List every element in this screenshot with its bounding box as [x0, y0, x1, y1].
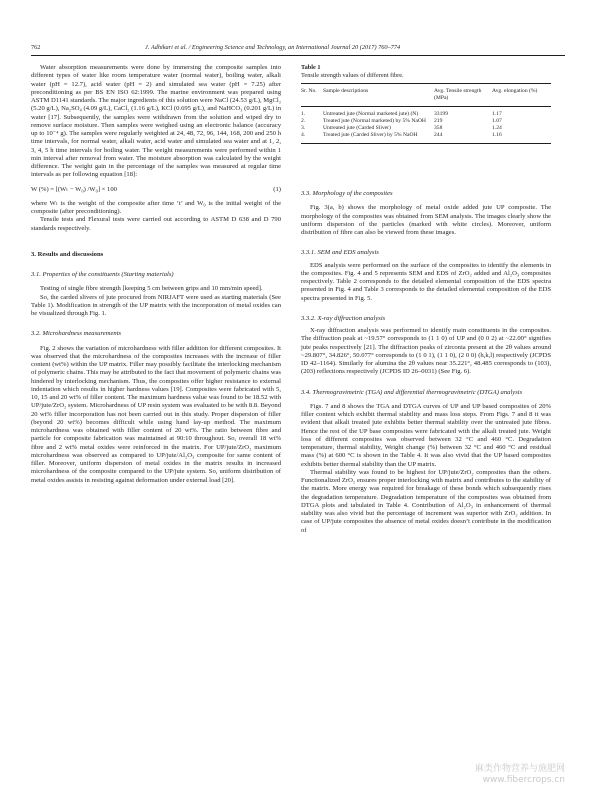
table-cell: 219 [434, 118, 443, 124]
paragraph-thermal-stability: Thermal stability was found to be highest for UP/jute/ZrO₂ composites than the others. Functionalized ZrO₂ ensures proper interlocking with matrix and contributes to the stability of the matrix. More energy was required for breakage of these bonds which subsequently rises the degradation temperature. Degradation temperature of the composites was obtained from DTGA plots and tabulated in Table 4. Contribution of Al₂O₃ in enhancement of thermal stability was also vivid but the percentage of increment was superior with ZrO₂ addition. In case of UP/jute composites the absence of metal oxides doesn’t contribute in the modification of [301, 468, 551, 534]
table-cell: 358 [434, 125, 443, 131]
paragraph-microhardness: Fig. 2 shows the variation of microhardness with filler addition for different composites. It was observed that the microhardness of the composites increases with the increase of filler content (wt%) within the UP matrix. Filler may possibly facilitate the interlocking mechanism of polymeric chains. This may be attributed to the fact that movement of polymeric chains was hindered by interlocking mechanism. Thus, the composites offer higher resistance to external indentation which results in higher hardness values [19]. Composites were fabricated with 5, 10, 15 and 20 wt% of filler content. The maximum hardness value was found to be 18.52 with UP/jute/ZrO₂ system. Microhardness of UP resin system was evaluated to be with 8.8. Beyond 20 wt% filler incorporation has not been carried out in this study. Proper dispersion of filler (beyond 20 wt%) becomes difficult while using hand lay-up method. The maximum microhardness was obtained with filler content of 20 wt%. The ratio between fibre and particle for composite fabrication was maintained at 90:10 throughout. So, overall 18 wt% fibre and 2 wt% metal oxides were reinforced in the matrix. For UP/jute/ZrO₂ maximum microhardness was observed as compared to UP/jute/Al₂O₃ composite for same content of filler. Moreover, uniform dispersion of metal oxides in the matrix results in increased microhardness of the composite compared to the UP/jute system. So, uniform distribution of metal oxides assists in resisting against deformation under external load [20]. [31, 344, 282, 484]
header-rule [31, 55, 565, 56]
col-header-sample: Sample descriptions [323, 88, 369, 94]
table-cell: 3. [301, 125, 306, 131]
paragraph-morphology: Fig. 3(a, b) shows the morphology of metal oxide added jute UP composite. The morphology of the composites was obtained from SEM analysis. The images clearly show the uniform dispersion of the particles (marked with white circles). Moreover, uniform distribution of fibre can also be viewed from these images. [301, 204, 551, 236]
table-cell: 4. [301, 132, 306, 138]
watermark-title: 麻类作物营养与施肥网 [474, 764, 565, 774]
table-header-row [301, 84, 551, 107]
left-column [31, 64, 281, 485]
paragraph-tga: Figs. 7 and 8 shows the TGA and DTGA curves of UP and UP based composites of 20% filler content which exhibit thermal stability and mass loss steps. From Figs. 7 and 8 it was evident that alkali treated jute exhibits better thermal stability over the untreated jute fibres. Hence the rest of the UP base composites were fabricated with the alkali treated jute. Weight loss of different composites was observed between 32 °C and 460 °C. Degradation temperature, thermal stability, Weight change (%) between 32 °C and 460 °C and residual mass (%) at 600 °C is shown in the Table 4. It was also vivid that the UP based composites exhibits better thermal stability than the UP matrix. [301, 402, 551, 468]
table-cell: 1. [301, 111, 306, 117]
paragraph-carded-slivers: So, the carded slivers of jute procured from NIRJAFT were used as starting materials (See Table 1). Modification in strength of the UP matrix with the incorporation of metal oxides can be visualized through Fig. 1. [31, 293, 281, 317]
tensile-table [301, 84, 551, 144]
equation-1 [31, 186, 281, 194]
col-header-sr-no: Sr. No. [301, 88, 317, 94]
watermark [475, 764, 565, 786]
table-row [301, 132, 551, 144]
table-cell: Untreated jute (Carded Sliver) [323, 125, 391, 131]
col-header-tensile: Avg. Tensile strength (MPa) [434, 88, 482, 101]
table-cell: 1.07 [492, 118, 502, 124]
table-cell: 2. [301, 118, 306, 124]
table-cell: Treated jute (Carded Sliver) by 5% NaOH [323, 132, 418, 138]
paragraph-tensile-tests: Tensile tests and Flexural tests were carried out according to ASTM D 638 and D 790 standards respectively. [31, 216, 281, 232]
watermark-url: www.fibercrops.cn [482, 775, 565, 785]
paragraph-sem-eds: EDS analysis were performed on the surface of the composites to identify the elements in the composites. Fig. 4 and 5 represents SEM and EDS of ZrO₂ added and Al₂O₃ composites respectively. Table 2 corresponds to the detailed elemental composition of the EDS spectra presented in Fig. 4 and Table 3 corresponds to the detailed elemental composition of the EDS spectra presented in Fig. 5. [301, 261, 551, 302]
table-caption: Tensile strength values of different fibre. [301, 72, 404, 79]
table-row [301, 125, 551, 132]
table-cell: 33199 [434, 111, 448, 117]
subsection-heading-tga: 3.4. Thermogravimetric (TGA) and differential thermogravimetric (DTGA) analysis [301, 388, 523, 396]
section-heading-results: 3. Results and discussions [31, 250, 104, 258]
paragraph-water-absorption: Water absorption measurements were done by immersing the composite samples into different types of water like room temperature water (normal water), boiling water, alkali water (pH = 12.7), acid water (pH = 2) and simulated sea water (pH = 7.25) after preconditioning as per BS EN ISO 62:1999. The marine environment was prepared using ASTM D1141 standards. The major ingredients of this solution were NaCl (24.53 g/L), MgCl₂ (5.20 g/L), Na₂SO₄ (4.09 g/L), CaCl₂ (1.16 g/L), KCl (0.695 g/L), and NaHCO₃ (0.201 g/L) in water [17]. Subsequently, the samples were withdrawn from the solution and wiped dry to remove surface moisture. Then samples were weighed using an electronic balance (accuracy up to 10⁻⁴ g). The samples were regularly weighted at 24, 48, 72, 96, 144, 168, 200 and 250 h time intervals, for normal water, alkali water, acid water and simulated sea water and at 1, 2, 3, 4, 5 h time intervals for boiling water. The weight measurements were performed within 1 min interval after removal from water. The moisture absorption was calculated by the weight difference. The weight gain in the percentage of the samples was measured at regular time intervals as per following equation [18]: [31, 64, 281, 179]
paragraph-weight-definition: where Wₜ is the weight of the composite after time ‘t’ and W₀ is the initial weight of the composite (after preconditioning). [31, 199, 281, 215]
table-row [301, 118, 551, 125]
table-cell: 244 [434, 132, 443, 138]
col-header-elongation: Avg. elongation (%) [492, 88, 538, 94]
equation-text: W (%) = [(Wₜ − W₀) /W₀] × 100 [31, 185, 117, 193]
table-cell: 1.17 [492, 111, 502, 117]
table-title: Table 1 [301, 64, 321, 71]
paragraph-fibre-strength: Testing of single fibre strength [keeping 5 cm between grips and 10 mm/min speed]. [40, 285, 263, 293]
subsection-heading-morphology: 3.3. Morphology of the composites [301, 190, 393, 197]
equation-number: (1) [273, 185, 281, 193]
page-number: 762 [31, 44, 41, 51]
right-column [301, 64, 551, 535]
subsection-heading-microhardness: 3.2. Microhardness measurements [31, 330, 122, 338]
subsection-heading-xrd: 3.3.2. X-ray diffraction analysis [301, 314, 386, 322]
table-row [301, 107, 551, 119]
table-cell: 1.16 [492, 132, 502, 138]
subsection-heading-properties: 3.1. Properties of the constituents (Starting materials) [31, 271, 174, 278]
table-cell: 1.24 [492, 125, 502, 131]
subsection-heading-sem-eds: 3.3.1. SEM and EDS analysis [301, 249, 379, 257]
table-cell: Untreated jute (Normal marketed jute) (N) [323, 111, 419, 117]
paragraph-xrd: X-ray diffraction analysis was performed to identify main constituents in the composites. The diffraction peak at ~19.57° corresponds to (1 1 0) of UP and (0 0 2) at ~22.00° signifies jute peaks respectively [21]. The diffraction peaks of zirconia present at the 2θ values around ~29.807°, 34.826°, 50.077° corresponds to (1 0 1), (1 1 0), (2 0 0) (h,k,l) respectively (JCPDS ID 42–1164). Similarly for alumina the 2θ values near 35.221°, 48.485 corresponds to (103), (203) reflections respectively (JCPDS ID 26–0031) (See Fig. 6). [301, 327, 551, 376]
table-cell: Treated jute (Normal marketed) by 5% NaOH [323, 118, 426, 124]
table-1 [301, 64, 551, 144]
running-header: J. Adhikari et al. / Engineering Science and Technology, an International Journal 20 (2017) 760–774 [145, 44, 401, 51]
